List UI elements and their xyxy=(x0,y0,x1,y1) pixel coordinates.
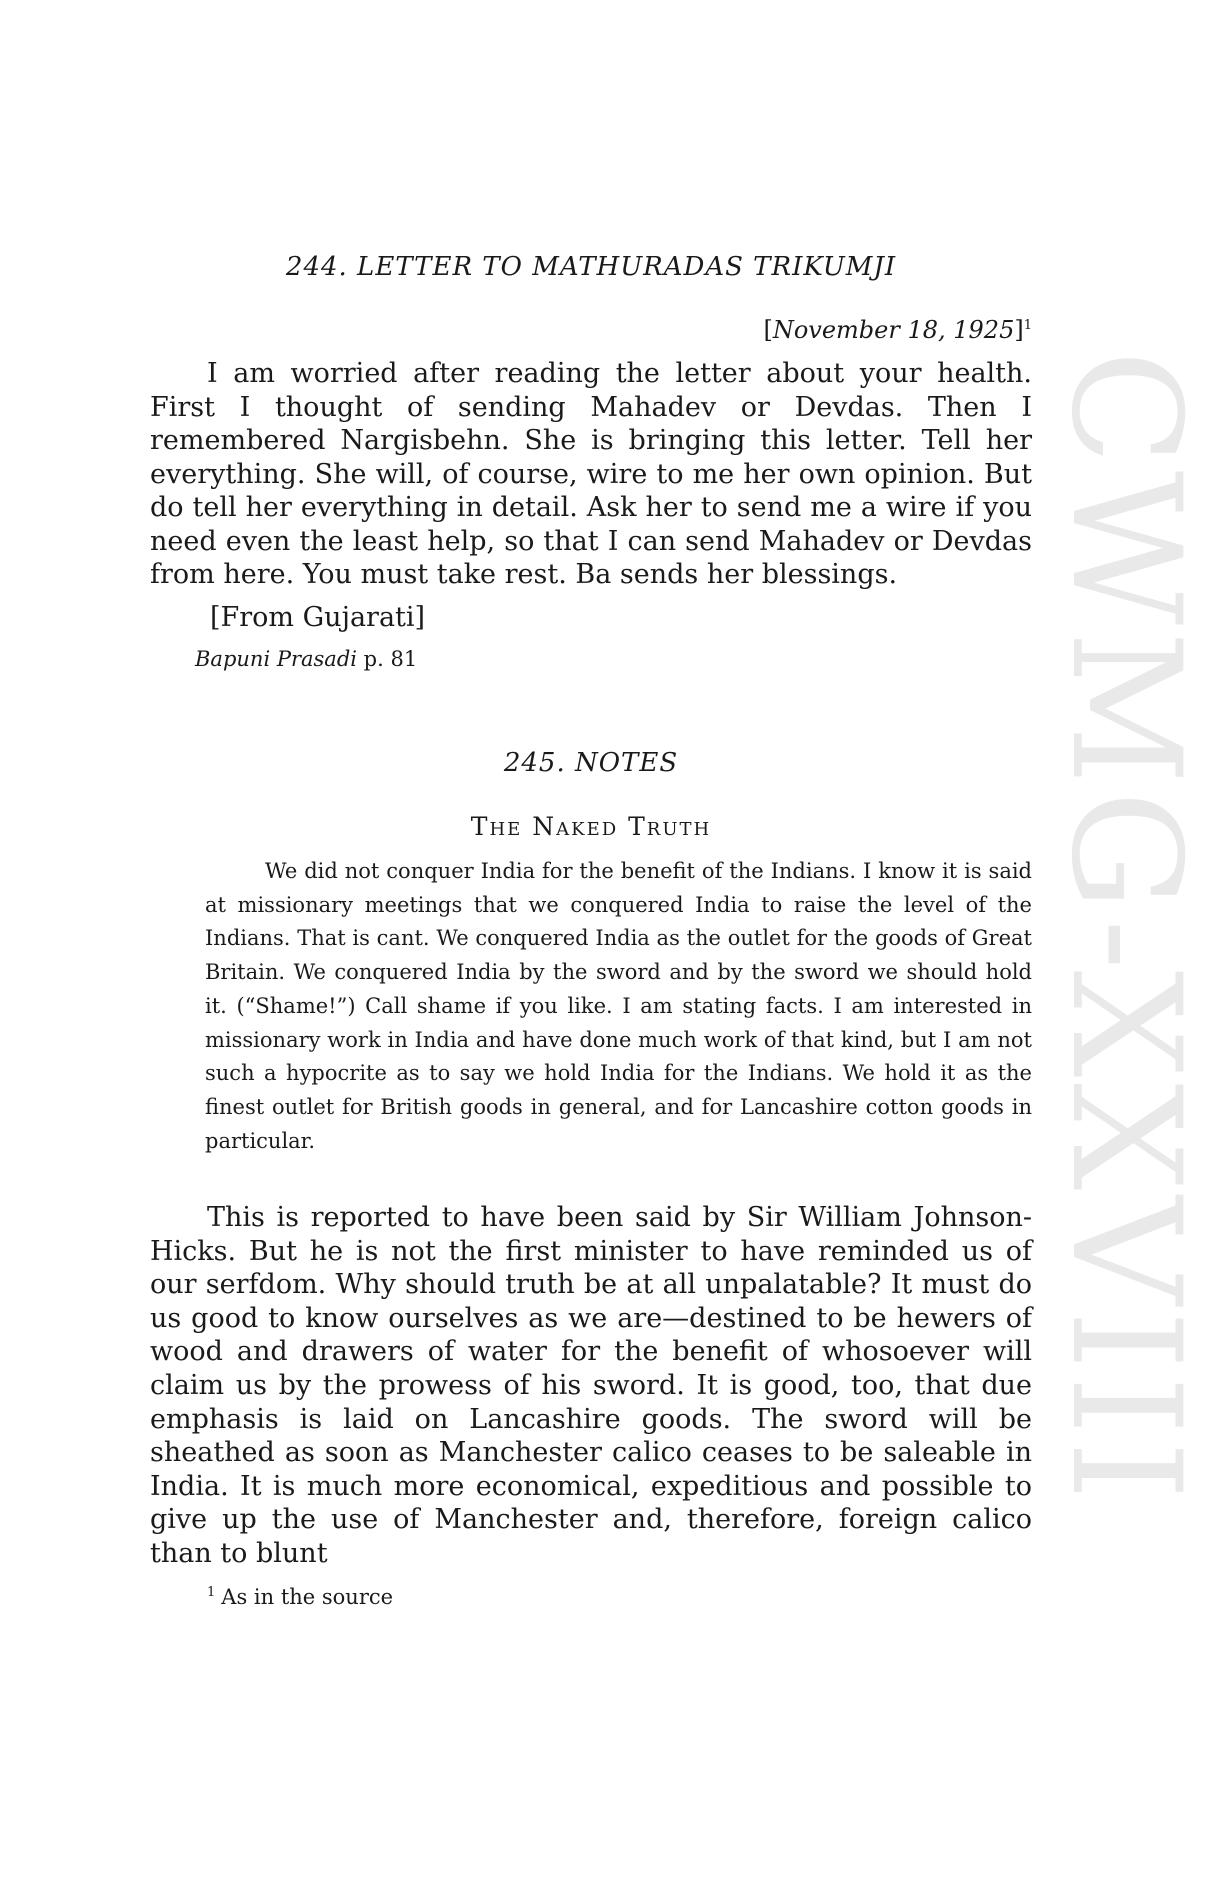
source-language: [From Gujarati] xyxy=(210,602,426,633)
citation-title: Bapuni Prasadi xyxy=(195,647,357,671)
letter-date: [November 18, 1925]$^1$ xyxy=(763,316,1032,344)
letter-heading: 244. LETTER TO MATHURADAS TRIKUMJI xyxy=(285,252,897,282)
footnote-reference: 1 xyxy=(1023,318,1032,333)
letter-body: I am worried after reading the letter about your health. First I thought of sending Mahadev or Devdas. Then I remembered Nargisbehn. She is bringing this letter. Tell her everything. She will, of course, wire to me her own opinion. But do tell her everything in detail. Ask her to send me a wire if you need even the least help, so that I can send Mahadev or Devdas from here. You must take rest. Ba sends her blessings. xyxy=(150,358,1032,590)
footnote xyxy=(207,1585,393,1609)
letter-date-text: November 18, 1925 xyxy=(772,316,1015,344)
footnote-mark: 1 xyxy=(207,1585,216,1600)
notes-subheading: The Naked Truth xyxy=(470,812,712,841)
footnote-text: As in the source xyxy=(221,1585,394,1609)
block-quote: We did not conquer India for the benefit of the Indians. I know it is said at missionary meetings that we conquered India to raise the level of the Indians. That is cant. We conquered India as the outlet for the goods of Great Britain. We conquered India by the sword and by the sword we should hold it. (“Shame!”) Call shame if you like. I am stating facts. I am interested in missionary work in India and have done much work of that kind, but I am not such a hypocrite as to say we hold India for the Indians. We hold it as the finest outlet for British goods in general, and for Lancashire cotton goods in particular. xyxy=(205,859,1032,1153)
citation xyxy=(195,647,417,671)
watermark: CWMG-XXVIII xyxy=(1038,350,1212,1507)
citation-page: p. 81 xyxy=(363,647,418,671)
notes-heading: 245. NOTES xyxy=(503,748,679,778)
notes-body: This is reported to have been said by Sir William Johnson-Hicks. But he is not the first minister to have reminded us of our serfdom. Why should truth be at all unpalatable? It must do us good to know ourselves as we are—destined to be hewers of wood and drawers of water for the benefit of whosoever will claim us by the prowess of his sword. It is good, too, that due emphasis is laid on Lancashire goods. The sword will be sheathed as soon as Manchester calico ceases to be saleable in India. It is much more economical, expeditious and possible to give up the use of Manchester and, therefore, foreign calico than to blunt xyxy=(150,1202,1032,1569)
